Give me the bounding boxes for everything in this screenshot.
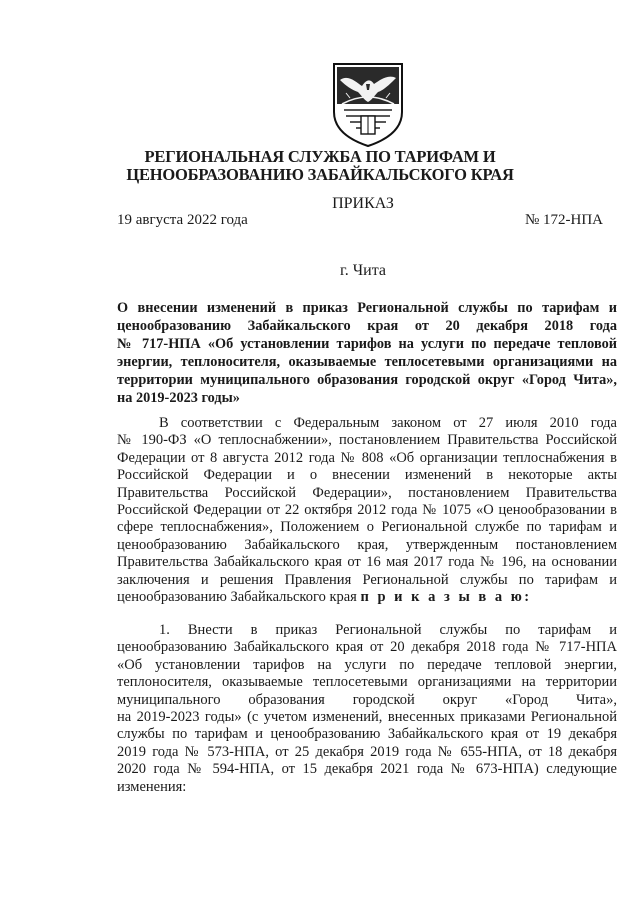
item-line: теплоносителя, оказываемые теплосетевыми организациями на территории [117,674,617,691]
item-line: «Об установлении тарифов на услуги по передаче тепловой энергии, [117,656,617,673]
title-line: на 2019-2023 годы» [117,390,240,407]
preamble-paragraph [117,415,617,606]
item-line: 2019 года № 573-НПА, от 25 декабря 2019 года № 655-НПА, от 18 декабря [117,743,617,760]
agency-name-line1: РЕГИОНАЛЬНАЯ СЛУЖБА ПО ТАРИФАМ И [144,147,496,166]
document-city: г. Чита [339,262,386,279]
title-line: № 717-НПА «Об установлении тарифов на услуги по передаче тепловой [117,336,617,353]
document-type: ПРИКАЗ [332,195,394,212]
preamble-line: Правительства Российской Федерации», постановлением Правительства [117,484,617,501]
document-number: № 172-НПА [524,212,603,228]
item-line: 2020 года № 594-НПА, от 15 декабря 2021 года № 673-НПА) следующие [117,761,617,778]
title-line: О внесении изменений в приказ Региональной службы по тарифам и [117,300,617,316]
item-line: 1. Внести в приказ Региональной службы по тарифам и [159,622,617,638]
agency-name-line2: ЦЕНООБРАЗОВАНИЮ ЗАБАЙКАЛЬСКОГО КРАЯ [126,165,514,184]
title-line: ценообразованию Забайкальского края от 20 декабря 2018 года [117,318,617,335]
preamble-line: Правительства Забайкальского края от 16 мая 2017 года № 196, на основании [117,554,617,571]
item-line: изменения: [117,778,187,795]
coat-of-arms-emblem [328,60,408,148]
item-line: ценообразованию Забайкальского края от 20 декабря 2018 года № 717-НПА [117,639,617,656]
document-date: 19 августа 2022 года [117,212,248,228]
title-line: территории муниципального образования городской округ «Город Чита», [117,372,617,389]
preamble-line: № 190-ФЗ «О теплоснабжении», постановлением Правительства Российской [117,432,617,449]
preamble-line: Российской Федерации от 22 октября 2012 года № 1075 «О ценообразовании в [117,502,617,519]
item-line: службы по тарифам и ценообразованию Забайкальского края от 19 декабря [117,726,617,743]
preamble-line: ценообразованию Забайкальского края [117,589,357,606]
item-line: на 2019-2023 годы» (с учетом изменений, внесенных приказами Региональной [117,709,617,726]
item-1-paragraph [117,622,617,796]
preamble-line: сфере теплоснабжения», Положением о Региональной службе по тарифам и [117,519,617,536]
preamble-line: ценообразованию Забайкальского края, утвержденным постановлением [117,536,617,553]
item-line: муниципального образования городской округ «Город Чита», [117,691,617,708]
document-title [117,299,617,408]
title-line: энергии, теплоносителя, оказываемые теплосетевыми организациями на [117,354,617,371]
order-word: п р и к а з ы в а ю: [360,589,532,606]
preamble-line: Федерации от 8 августа 2012 года № 808 «Об организации теплоснабжения в [117,449,617,466]
preamble-line: заключения и решения Правления Региональной службы по тарифам и [117,571,617,588]
preamble-line: Российской Федерации и о внесении изменений в некоторые акты [117,467,617,484]
preamble-last-line [117,589,617,606]
preamble-line: В соответствии с Федеральным законом от 27 июля 2010 года [159,415,617,431]
